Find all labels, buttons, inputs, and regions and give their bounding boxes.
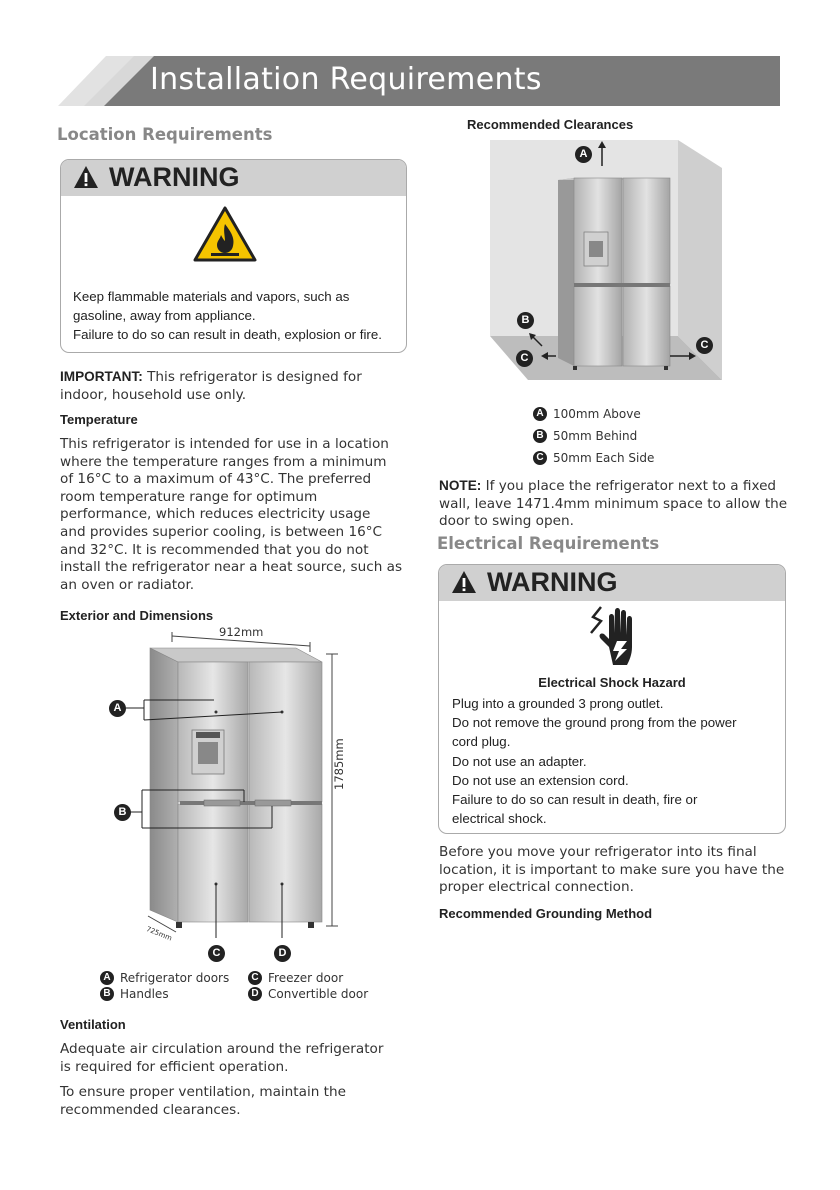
warning-line: electrical shock. (452, 811, 547, 827)
clearances-heading: Recommended Clearances (467, 117, 634, 132)
warning-triangle-icon (73, 165, 99, 189)
paragraph-line: To ensure proper ventilation, maintain the (60, 1084, 346, 1100)
paragraph-line: and provides superior cooling, is between 16°C (60, 523, 383, 540)
move-paragraph (439, 844, 784, 897)
paragraph-line: Before you move your refrigerator into its final (439, 844, 757, 860)
warning-line: cord plug. (452, 734, 511, 750)
clearance-callout-a: A (575, 146, 592, 163)
legend-badge: A (533, 407, 547, 421)
paragraph-line: is required for efficient operation. (60, 1058, 289, 1075)
legend-badge: A (100, 971, 114, 985)
clearances-legend (533, 403, 654, 469)
warning-line: gasoline, away from appliance. (73, 307, 256, 323)
legend-badge: B (100, 987, 114, 1001)
legend-badge: B (533, 429, 547, 443)
legend-item (100, 970, 248, 986)
paragraph-line: If you place the refrigerator next to a fixed (481, 478, 777, 494)
callout-b: B (114, 804, 131, 821)
paragraph-line: proper electrical connection. (439, 879, 634, 896)
warning-line: Failure to do so can result in death, fire or (452, 792, 698, 808)
paragraph-line: door to swing open. (439, 513, 574, 530)
hazard-title: Electrical Shock Hazard (538, 675, 686, 690)
legend-badge: C (533, 451, 547, 465)
warning-header (61, 160, 406, 196)
width-dimension-label: 912mm (219, 625, 264, 639)
legend-text: 50mm Behind (553, 429, 638, 443)
flammable-icon (193, 206, 257, 262)
grounding-heading: Recommended Grounding Method (439, 906, 653, 921)
clearance-callout-c-left: C (516, 350, 533, 367)
legend-badge: C (248, 971, 262, 985)
paragraph-line: Adequate air circulation around the refrigerator (60, 1041, 384, 1057)
warning-line: Keep flammable materials and vapors, such as (73, 289, 350, 304)
legend-text: Refrigerator doors (120, 971, 230, 985)
callout-a: A (109, 700, 126, 717)
electric-shock-hand-icon (583, 603, 641, 669)
dimensions-legend (100, 970, 380, 1002)
legend-text: 50mm Each Side (553, 451, 655, 465)
warning-triangle-icon (451, 570, 477, 594)
paragraph-line: room temperature range for optimum (60, 488, 318, 505)
important-text: indoor, household use only. (60, 386, 247, 403)
warning-line: Plug into a grounded 3 prong outlet. (452, 696, 664, 711)
paragraph-line: wall, leave 1471.4mm minimum space to allow the (439, 495, 788, 512)
note-label: NOTE: (439, 478, 482, 493)
paragraph-line: and 32°C. It is recommended that you do not (60, 541, 369, 558)
clearance-room-illustration (488, 138, 724, 384)
legend-item (248, 970, 380, 986)
legend-text: Freezer door (268, 971, 344, 985)
temperature-paragraph (60, 436, 402, 594)
legend-item (533, 447, 654, 469)
ventilation-paragraph-1 (60, 1041, 383, 1076)
warning-line: Do not use an extension cord. (452, 772, 629, 788)
clearance-callout-c-right: C (696, 337, 713, 354)
electrical-warning-box (438, 564, 786, 834)
paragraph-line: where the temperature ranges from a minimum (60, 453, 387, 470)
callout-d: D (274, 945, 291, 962)
paragraph-line: location, it is important to make sure you have the (439, 861, 785, 878)
legend-badge: D (248, 987, 262, 1001)
paragraph-line: install the refrigerator near a heat source, such as (60, 559, 403, 576)
warning-line: Failure to do so can result in death, explosion or fire. (73, 326, 382, 342)
paragraph-line: performance, which reduces electricity usage (60, 506, 371, 523)
height-dimension-label: 1785mm (332, 738, 346, 790)
paragraph-line: of 16°C to a maximum of 43°C. The preferred (60, 471, 372, 488)
paragraph-line: recommended clearances. (60, 1101, 241, 1118)
paragraph-line: This refrigerator is intended for use in a location (60, 436, 389, 452)
paragraph-line: an oven or radiator. (60, 576, 195, 593)
callout-c: C (208, 945, 225, 962)
important-label: IMPORTANT: (60, 369, 143, 384)
dimensions-heading: Exterior and Dimensions (60, 608, 214, 623)
warning-label: WARNING (109, 162, 240, 192)
warning-line: Do not remove the ground prong from the power (452, 715, 737, 731)
temperature-heading: Temperature (60, 412, 138, 427)
legend-text: Convertible door (268, 987, 369, 1001)
electrical-heading: Electrical Requirements (437, 534, 660, 553)
legend-text: 100mm Above (553, 407, 641, 421)
clearance-callout-b: B (517, 312, 534, 329)
fridge-dimensions-illustration (100, 620, 360, 950)
important-text: This refrigerator is designed for (142, 369, 362, 385)
clearance-note (439, 477, 787, 531)
page-title: Installation Requirements (150, 62, 542, 97)
legend-item (533, 403, 654, 425)
legend-text: Handles (120, 987, 169, 1001)
location-heading: Location Requirements (57, 125, 273, 144)
ventilation-paragraph-2 (60, 1084, 346, 1119)
legend-item (248, 986, 380, 1002)
warning-label: WARNING (487, 567, 618, 597)
legend-item (100, 986, 248, 1002)
flammable-warning-box (60, 159, 407, 353)
ventilation-heading: Ventilation (60, 1017, 126, 1032)
depth-dimension-label: 725mm (145, 925, 174, 943)
warning-line: Do not use an adapter. (452, 753, 587, 769)
warning-header (439, 565, 785, 601)
legend-item (533, 425, 654, 447)
